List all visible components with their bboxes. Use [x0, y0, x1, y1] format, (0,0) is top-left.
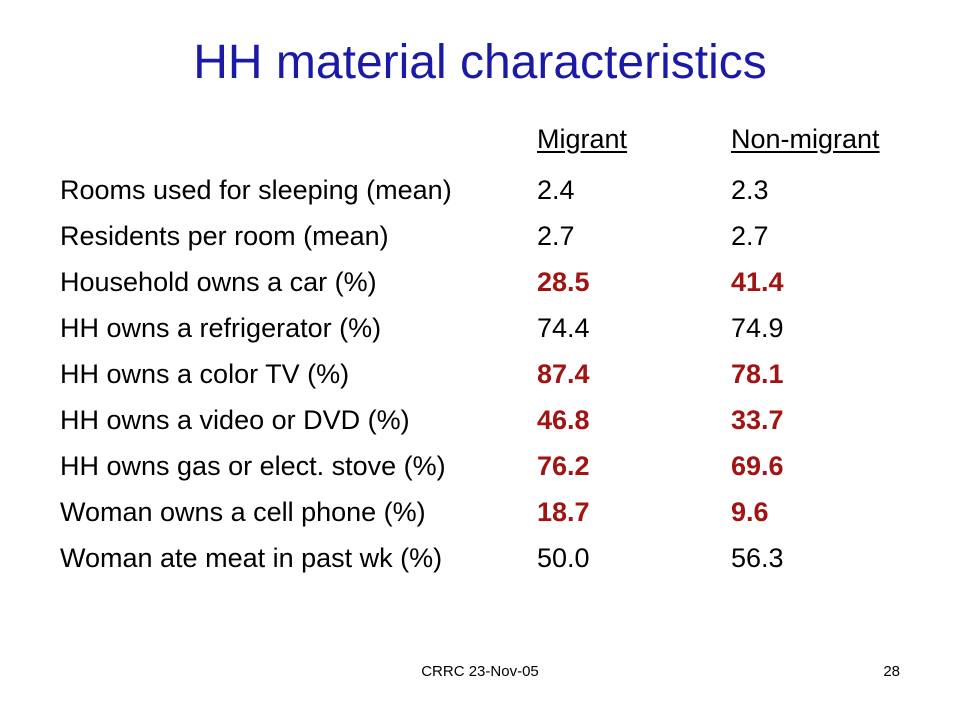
non-migrant-value: 2.7 — [731, 221, 769, 251]
table-row — [60, 262, 920, 308]
migrant-value: 2.7 — [537, 221, 575, 251]
non-migrant-value: 33.7 — [731, 405, 784, 435]
table-row — [60, 400, 920, 446]
slide-footer: CRRC 23-Nov-05 — [421, 663, 539, 680]
column-header-migrant: Migrant — [537, 124, 628, 154]
column-header-non-migrant: Non-migrant — [731, 124, 880, 154]
non-migrant-value: 74.9 — [731, 313, 784, 343]
migrant-value: 50.0 — [537, 543, 590, 573]
migrant-value: 87.4 — [537, 359, 590, 389]
migrant-value: 18.7 — [537, 497, 590, 527]
row-label: Residents per room (mean) — [60, 221, 389, 251]
slide-title: HH material characteristics — [193, 36, 767, 89]
row-label: Rooms used for sleeping (mean) — [60, 175, 452, 205]
table-row — [60, 446, 920, 492]
table-row — [60, 308, 920, 354]
row-label: Woman owns a cell phone (%) — [60, 497, 426, 527]
row-label: HH owns a video or DVD (%) — [60, 405, 410, 435]
comparison-table — [60, 170, 920, 584]
table-row — [60, 492, 920, 538]
non-migrant-value: 69.6 — [731, 451, 784, 481]
non-migrant-value: 9.6 — [731, 497, 769, 527]
migrant-value: 2.4 — [537, 175, 575, 205]
non-migrant-value: 41.4 — [731, 267, 784, 297]
table-row — [60, 170, 920, 216]
table-row — [60, 354, 920, 400]
migrant-value: 74.4 — [537, 313, 590, 343]
non-migrant-value: 56.3 — [731, 543, 784, 573]
migrant-value: 76.2 — [537, 451, 590, 481]
page-number: 28 — [883, 663, 900, 680]
migrant-value: 28.5 — [537, 267, 590, 297]
table-row — [60, 216, 920, 262]
row-label: HH owns a refrigerator (%) — [60, 313, 382, 343]
non-migrant-value: 78.1 — [731, 359, 784, 389]
row-label: HH owns a color TV (%) — [60, 359, 350, 389]
row-label: HH owns gas or elect. stove (%) — [60, 451, 446, 481]
table-row — [60, 538, 920, 584]
non-migrant-value: 2.3 — [731, 175, 769, 205]
row-label: Woman ate meat in past wk (%) — [60, 543, 443, 573]
migrant-value: 46.8 — [537, 405, 590, 435]
row-label: Household owns a car (%) — [60, 267, 377, 297]
